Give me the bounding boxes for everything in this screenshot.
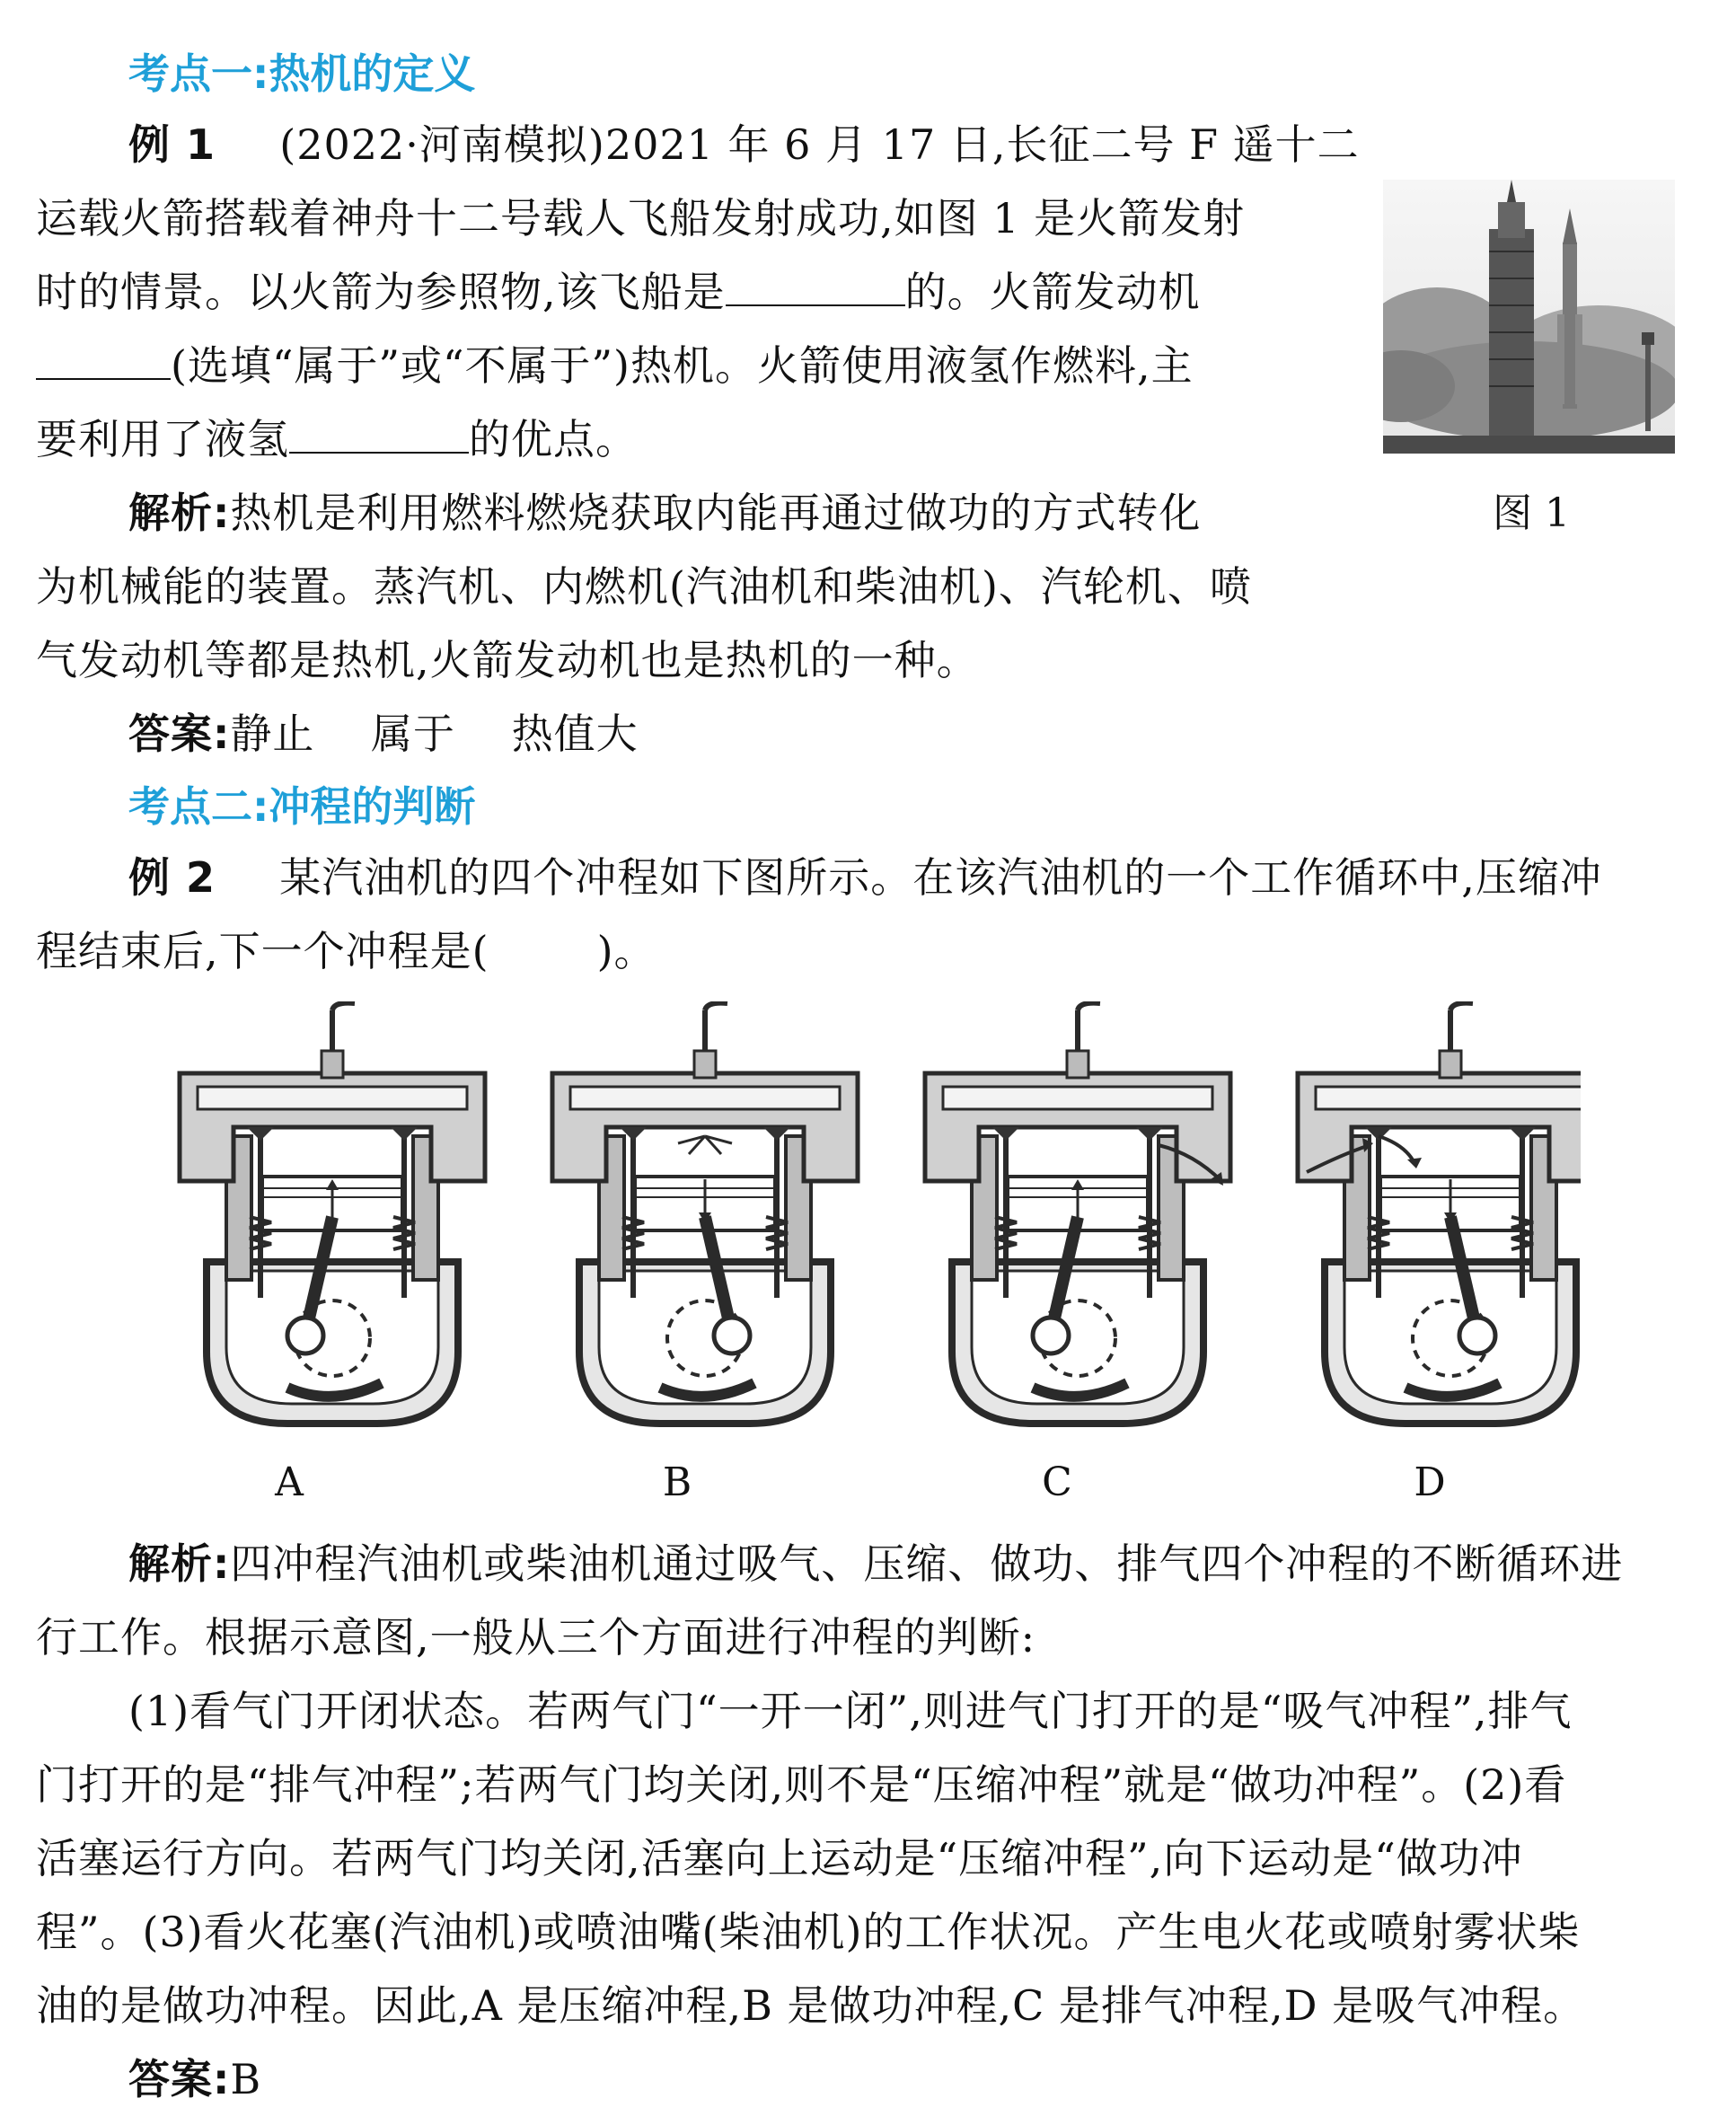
analysis2-line-7: 油的是做功冲程。因此,A 是压缩冲程,B 是做功冲程,C 是排气冲程,D 是吸气冲程。	[36, 1981, 1586, 2030]
question1-line-2: 运载火箭搭载着神舟十二号载人飞船发射成功,如图 1 是火箭发射	[36, 194, 1246, 242]
engine-diagram-a	[180, 1003, 485, 1424]
question1-line-3b: 的。火箭发动机	[904, 268, 1201, 316]
analysis1-line-1: 热机是利用燃料燃烧获取内能再通过做功的方式转化	[230, 489, 1202, 537]
engine-label-d: D	[1414, 1459, 1446, 1505]
analysis2-line-6: 程”。(3)看火花塞(汽油机)或喷油嘴(柴油机)的工作状况。产生电火花或喷射雾状柴	[36, 1908, 1581, 1956]
analysis2-line-4: 门打开的是“排气冲程”;若两气门均关闭,则不是“压缩冲程”就是“做功冲程”。(2)看	[36, 1760, 1567, 1809]
example1-label: 例 1	[128, 120, 216, 169]
question2-line-2: 程结束后,下一个冲程是(	[36, 927, 489, 975]
question1-line-3: 时的情景。以火箭为参照物,该飞船是	[36, 268, 726, 316]
question1-line-1: (2022·河南模拟)2021 年 6 月 17 日,长征二号 F 遥十二	[279, 120, 1360, 169]
engine-diagram-d	[1298, 1003, 1581, 1424]
engine-label-a: A	[275, 1459, 304, 1505]
section1-heading: 考点一:热机的定义	[128, 49, 476, 98]
section2-heading: 考点二:冲程的判断	[128, 782, 476, 831]
figure1-caption: 图 1	[1493, 490, 1570, 536]
answer1-text: 静止 属于 热值大	[230, 710, 639, 758]
analysis1-label: 解析:	[128, 489, 231, 537]
question2-line-2b: )。	[596, 927, 657, 975]
example2-label: 例 2	[128, 853, 216, 902]
answer2-label: 答案:	[128, 2055, 231, 2103]
engine-label-b: B	[662, 1459, 692, 1505]
question1-line-4: (选填“属于”或“不属于”)热机。火箭使用液氢作燃料,主	[171, 341, 1194, 390]
engine-label-c: C	[1042, 1459, 1072, 1505]
engine-diagrams	[162, 1001, 1581, 1450]
answer1-label: 答案:	[128, 710, 231, 758]
rocket-launch-figure	[1383, 180, 1675, 454]
analysis2-line-1: 四冲程汽油机或柴油机通过吸气、压缩、做功、排气四个冲程的不断循环进	[230, 1539, 1624, 1588]
analysis2-block	[36, 1527, 1706, 2116]
analysis2-line-2: 行工作。根据示意图,一般从三个方面进行冲程的判断:	[36, 1613, 1036, 1662]
answer-blank-1[interactable]	[726, 269, 905, 306]
example1-question	[36, 108, 1360, 771]
answer2-text: B	[230, 2055, 262, 2103]
question2-line-1: 某汽油机的四个冲程如下图所示。在该汽油机的一个工作循环中,压缩冲	[279, 853, 1602, 902]
answer-blank-2[interactable]	[36, 342, 171, 380]
engine-diagram-c	[925, 1003, 1230, 1424]
question1-line-5: 要利用了液氢	[36, 415, 289, 463]
analysis1-line-2: 为机械能的装置。蒸汽机、内燃机(汽油机和柴油机)、汽轮机、喷	[36, 562, 1252, 611]
answer-blank-3[interactable]	[289, 416, 469, 454]
engine-diagram-b	[552, 1003, 858, 1424]
analysis2-line-5: 活塞运行方向。若两气门均关闭,活塞向上运动是“压缩冲程”,向下运动是“做功冲	[36, 1834, 1523, 1882]
question1-line-5b: 的优点。	[469, 415, 638, 463]
example2-question	[36, 841, 1706, 988]
analysis2-label: 解析:	[128, 1539, 231, 1588]
analysis1-line-3: 气发动机等都是热机,火箭发动机也是热机的一种。	[36, 636, 979, 684]
analysis2-line-3: (1)看气门开闭状态。若两气门“一开一闭”,则进气门打开的是“吸气冲程”,排气	[128, 1687, 1573, 1735]
